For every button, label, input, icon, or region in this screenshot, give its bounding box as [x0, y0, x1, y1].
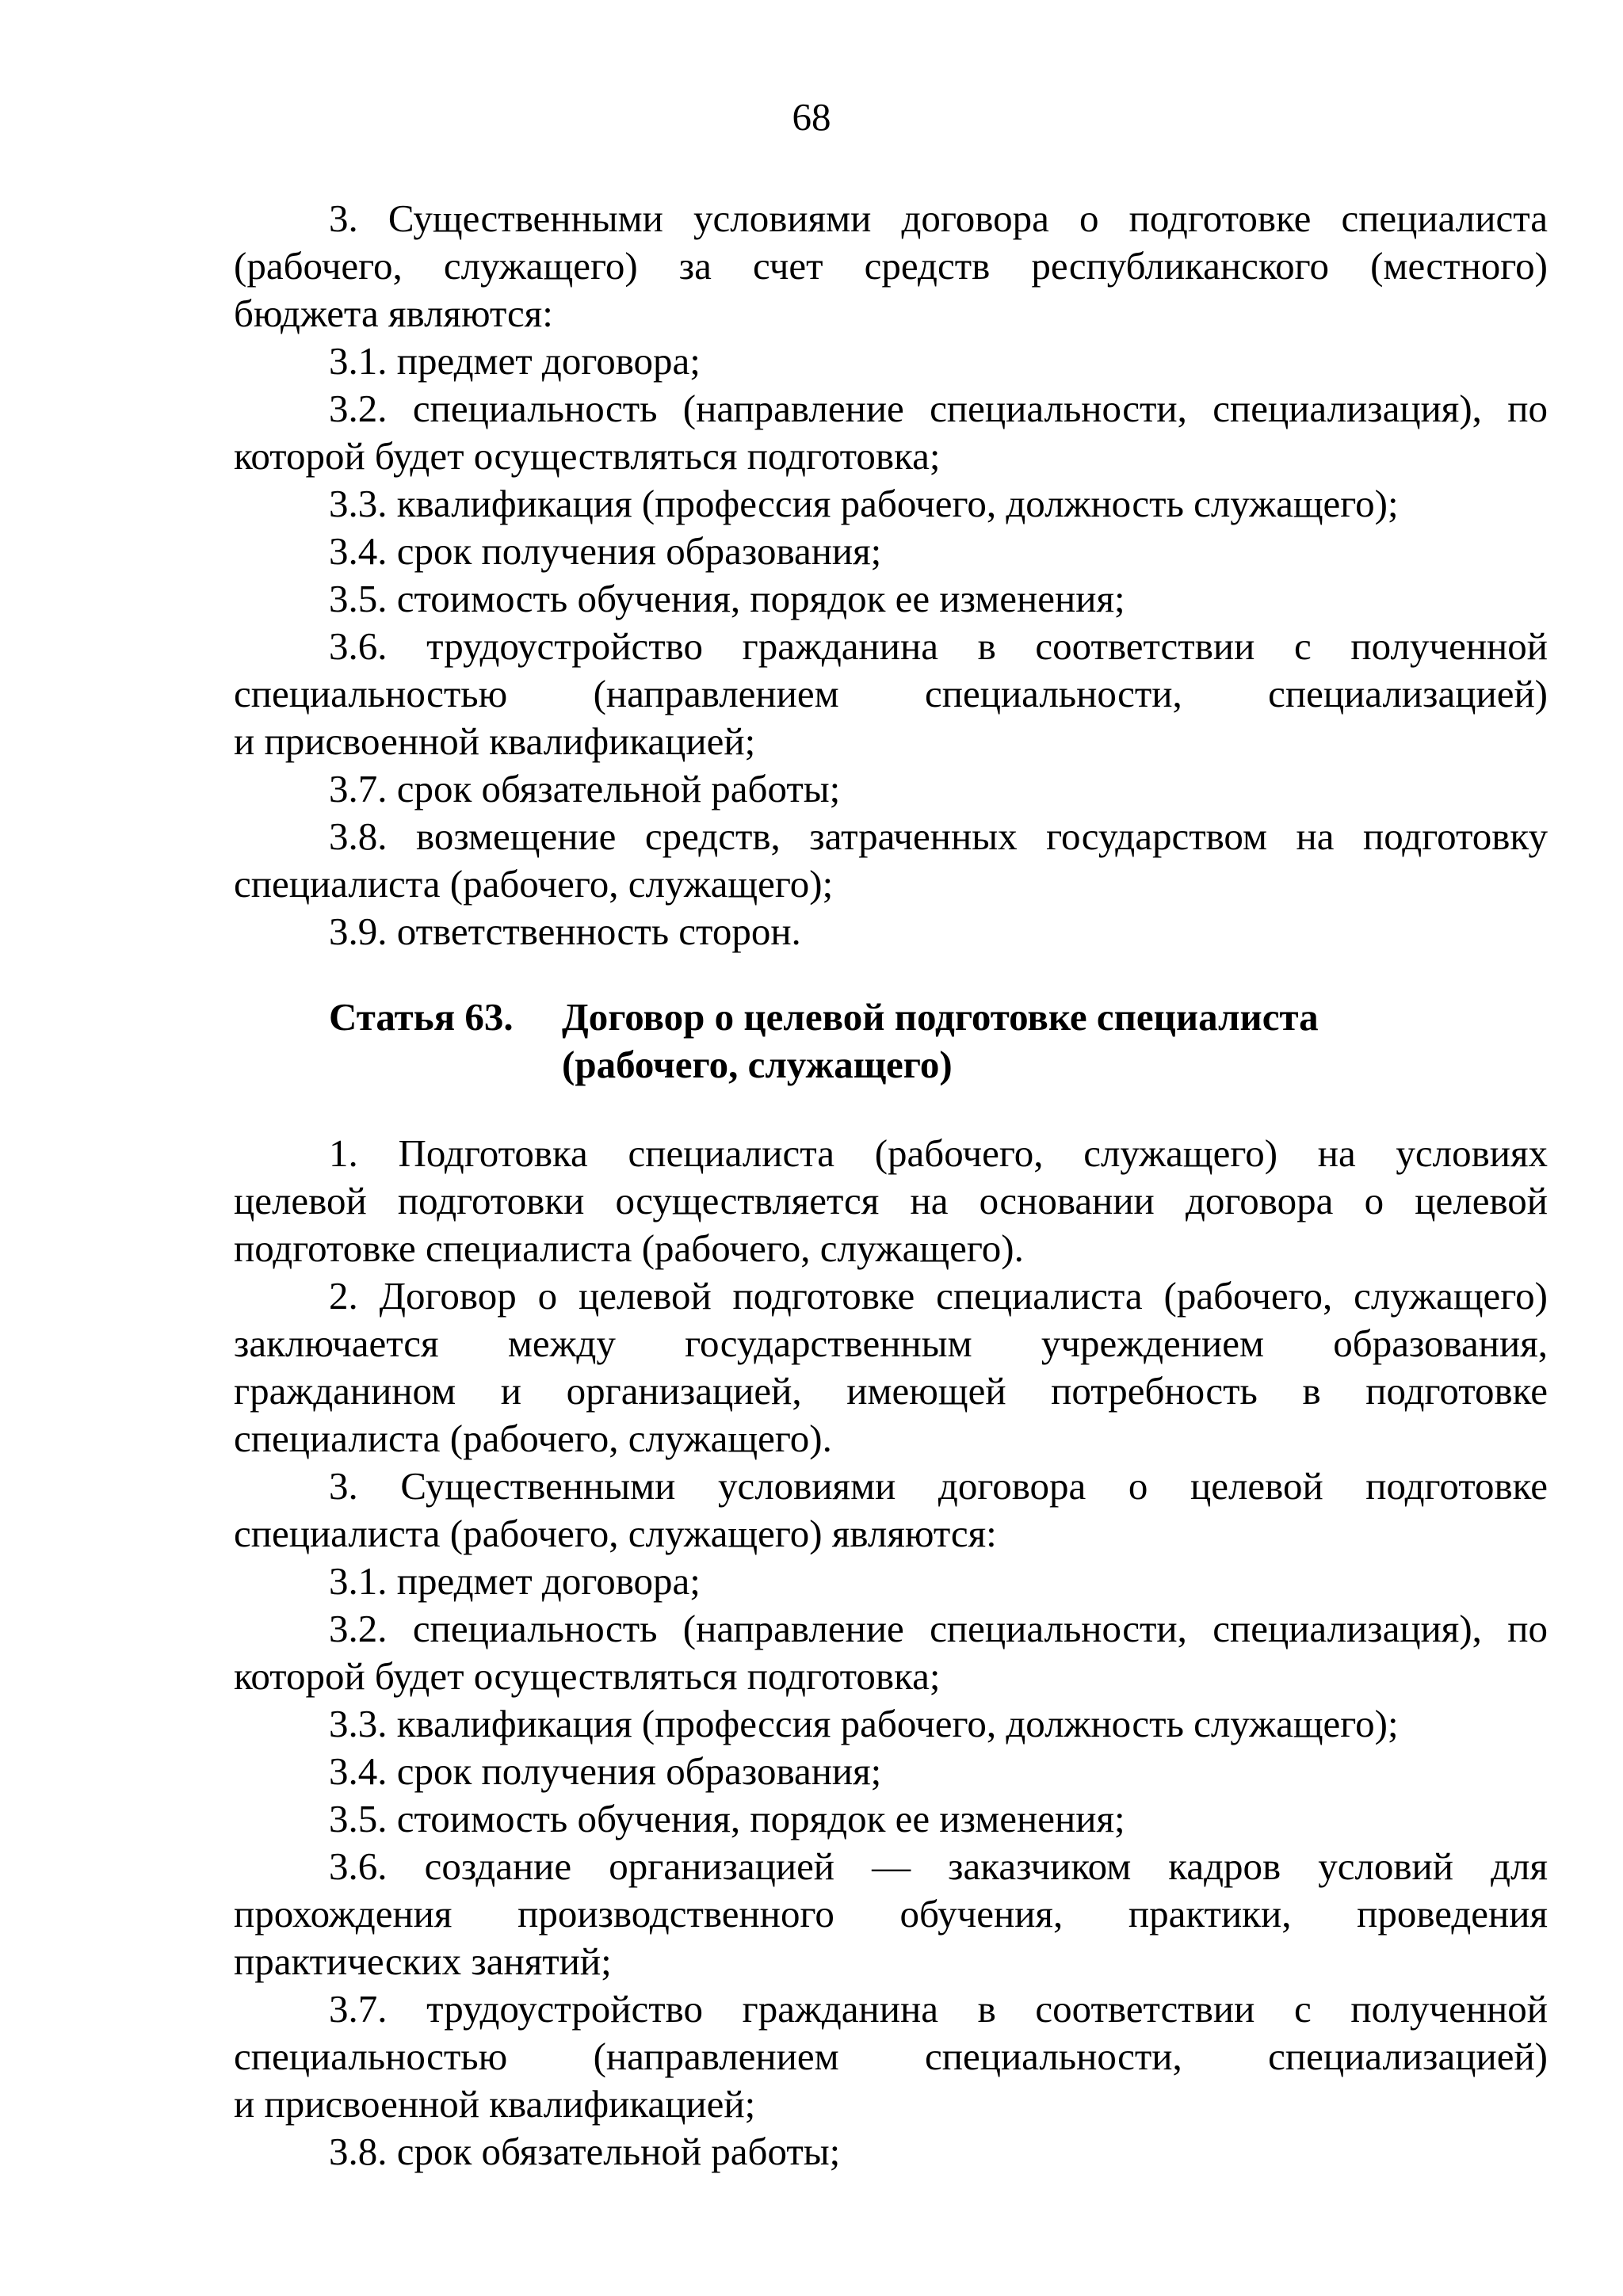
text-line: 3.1. предмет договора;	[329, 1559, 701, 1603]
text-line: специалиста (рабочего, служащего).	[234, 1417, 832, 1460]
text-line: 3.8. срок обязательной работы;	[329, 2130, 841, 2173]
list-item	[234, 480, 1548, 528]
document-body	[234, 195, 1548, 2176]
text-line: 3.2. специальность (направление специальности, специализация), по	[329, 387, 1548, 430]
text-line: специалиста (рабочего, служащего);	[234, 862, 834, 906]
text-line: 2. Договор о целевой подготовке специалиста (рабочего, служащего)	[329, 1274, 1548, 1318]
list-item	[234, 2128, 1548, 2176]
text-line: 3.1. предмет договора;	[329, 339, 701, 383]
text-line: 3. Существенными условиями договора о подготовке специалиста	[329, 196, 1548, 240]
section-article-63	[234, 1130, 1548, 2176]
text-line: 3.5. стоимость обучения, порядок ее изменения;	[329, 577, 1125, 620]
text-line: которой будет осуществляться подготовка;	[234, 1654, 941, 1698]
text-line: 3.6. трудоустройство гражданина в соответствии с полученной	[329, 624, 1548, 668]
article-title-line-2: (рабочего, служащего)	[562, 1043, 953, 1086]
text-line: которой будет осуществляться подготовка;	[234, 434, 941, 478]
text-line: (рабочего, служащего) за счет средств республиканского (местного)	[234, 244, 1548, 288]
list-item	[234, 813, 1548, 908]
text-line: заключается между государственным учреждением образования,	[234, 1322, 1548, 1365]
list-item	[234, 575, 1548, 623]
text-line: 3.9. ответственность сторон.	[329, 910, 801, 953]
text-line: бюджета являются:	[234, 292, 553, 335]
text-line: 3.4. срок получения образования;	[329, 529, 882, 573]
text-line: 3. Существенными условиями договора о целевой подготовке	[329, 1464, 1548, 1508]
list-item	[234, 528, 1548, 575]
text-line: 3.7. срок обязательной работы;	[329, 767, 841, 810]
text-line: 3.5. стоимость обучения, порядок ее изменения;	[329, 1797, 1125, 1840]
list-item	[234, 1985, 1548, 2128]
text-line: практических занятий;	[234, 1939, 612, 1983]
text-line: 3.8. возмещение средств, затраченных государством на подготовку	[329, 814, 1548, 858]
list-item	[234, 623, 1548, 765]
text-line: 3.6. создание организацией — заказчиком кадров условий для	[329, 1844, 1548, 1888]
text-line: 3.3. квалификация (профессия рабочего, должность служащего);	[329, 1702, 1399, 1745]
text-line: и присвоенной квалификацией;	[234, 719, 756, 763]
text-line: 3.2. специальность (направление специальности, специализация), по	[329, 1607, 1548, 1650]
list-item	[234, 338, 1548, 385]
section-previous-article-clause-3	[234, 195, 1548, 955]
list-item	[234, 1605, 1548, 1700]
list-item	[234, 385, 1548, 480]
article-title-line-1: Договор о целевой подготовке специалиста	[562, 995, 1319, 1039]
list-item	[234, 1795, 1548, 1843]
text-line: гражданином и организацией, имеющей потребность в подготовке	[234, 1369, 1548, 1413]
text-line: и присвоенной квалификацией;	[234, 2082, 756, 2126]
list-item	[234, 1558, 1548, 1605]
article-number: Статья 63.	[329, 995, 514, 1039]
page-number: 68	[792, 95, 831, 139]
text-line: 3.7. трудоустройство гражданина в соответствии с полученной	[329, 1987, 1548, 2031]
text-line: подготовке специалиста (рабочего, служащего).	[234, 1226, 1024, 1270]
clause-1	[234, 1130, 1548, 1272]
list-item	[234, 1700, 1548, 1748]
text-line: 3.4. срок получения образования;	[329, 1749, 882, 1793]
article-heading	[234, 994, 1548, 1089]
clause-3-intro	[234, 1463, 1548, 1558]
text-line: 3.3. квалификация (профессия рабочего, должность служащего);	[329, 482, 1399, 525]
text-line: 1. Подготовка специалиста (рабочего, служащего) на условиях	[329, 1131, 1548, 1175]
text-line: специальностью (направлением специальности, специализацией)	[234, 672, 1548, 715]
list-item	[234, 1748, 1548, 1795]
list-item	[234, 908, 1548, 955]
list-item	[234, 1843, 1548, 1985]
text-line: специалиста (рабочего, служащего) являются:	[234, 1512, 997, 1555]
text-line: прохождения производственного обучения, практики, проведения	[234, 1892, 1548, 1936]
clause-3-intro	[234, 195, 1548, 338]
text-line: целевой подготовки осуществляется на основании договора о целевой	[234, 1179, 1548, 1222]
text-line: специальностью (направлением специальности, специализацией)	[234, 2035, 1548, 2078]
clause-2	[234, 1272, 1548, 1463]
list-item	[234, 765, 1548, 813]
